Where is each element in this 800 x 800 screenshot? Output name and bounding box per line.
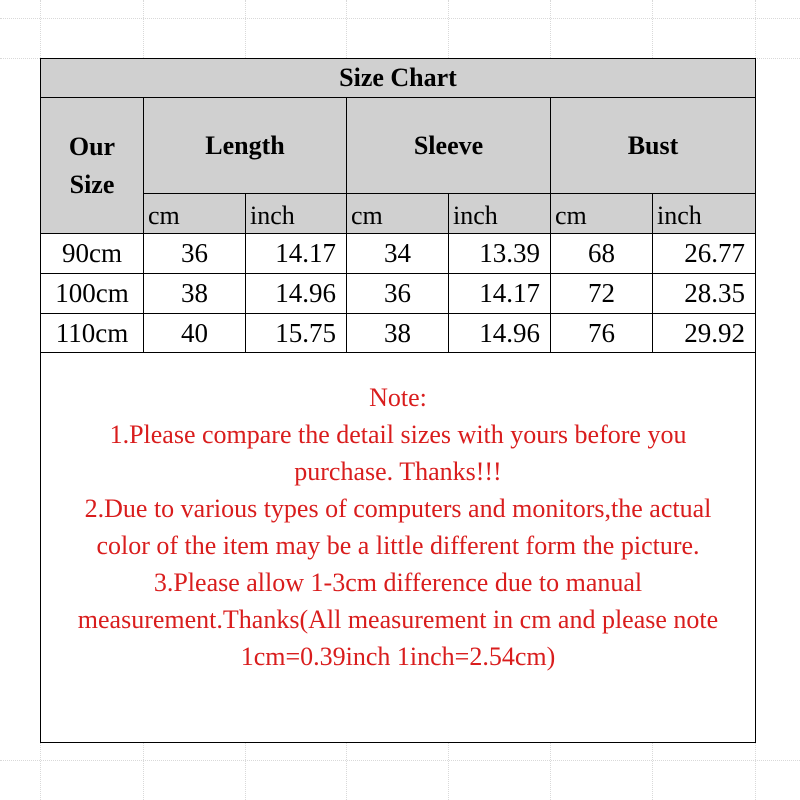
row-90-sleeve-inch: 13.39 <box>449 234 551 274</box>
row-110-sleeve-cm: 38 <box>347 314 449 353</box>
row-100-sleeve-inch: 14.17 <box>449 274 551 314</box>
unit-length-inch: inch <box>246 194 347 234</box>
row-90-bust-inch: 26.77 <box>653 234 755 274</box>
size-chart-table <box>40 58 756 743</box>
chart-title: Size Chart <box>41 59 755 98</box>
note-heading: Note: <box>369 383 427 412</box>
header-sleeve: Sleeve <box>347 98 551 194</box>
row-100-length-inch: 14.96 <box>246 274 347 314</box>
unit-sleeve-cm: cm <box>347 194 449 234</box>
row-100-sleeve-cm: 36 <box>347 274 449 314</box>
note-block <box>41 353 755 742</box>
unit-bust-inch: inch <box>653 194 755 234</box>
unit-bust-cm: cm <box>551 194 653 234</box>
row-90-sleeve-cm: 34 <box>347 234 449 274</box>
row-90-length-inch: 14.17 <box>246 234 347 274</box>
row-110-bust-inch: 29.92 <box>653 314 755 353</box>
row-110-sleeve-inch: 14.96 <box>449 314 551 353</box>
row-100-length-cm: 38 <box>144 274 246 314</box>
note-item-2: 2.Due to various types of computers and monitors,the actual color of the item may be a little different form the picture. <box>84 494 712 560</box>
header-our-size <box>41 98 144 234</box>
row-90-bust-cm: 68 <box>551 234 653 274</box>
row-110-bust-cm: 76 <box>551 314 653 353</box>
unit-length-cm: cm <box>144 194 246 234</box>
header-length: Length <box>144 98 347 194</box>
row-100-bust-inch: 28.35 <box>653 274 755 314</box>
note-item-3: 3.Please allow 1-3cm difference due to manual measurement.Thanks(All measurement in cm and please note 1cm=0.39inch 1inch=2.54cm) <box>77 568 719 671</box>
note-item-1: 1.Please compare the detail sizes with yours before you purchase. Thanks!!! <box>109 420 687 486</box>
row-100-bust-cm: 72 <box>551 274 653 314</box>
row-110-length-inch: 15.75 <box>246 314 347 353</box>
row-100-size: 100cm <box>41 274 144 314</box>
row-110-size: 110cm <box>41 314 144 353</box>
row-110-length-cm: 40 <box>144 314 246 353</box>
row-90-size: 90cm <box>41 234 144 274</box>
header-bust: Bust <box>551 98 755 194</box>
row-90-length-cm: 36 <box>144 234 246 274</box>
header-our-size-label: Our Size <box>68 131 116 199</box>
unit-sleeve-inch: inch <box>449 194 551 234</box>
